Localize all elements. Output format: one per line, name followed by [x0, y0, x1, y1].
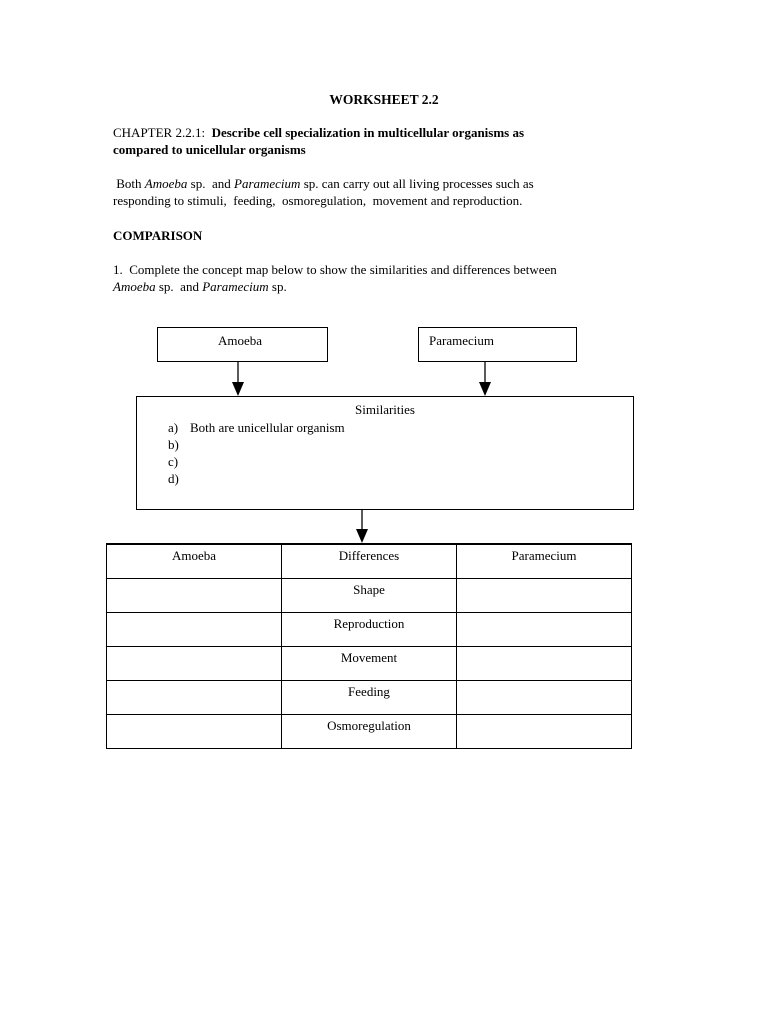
amoeba-box	[157, 327, 328, 362]
paramecium-box	[418, 327, 577, 362]
difference-cell	[282, 578, 457, 612]
cell-text	[457, 613, 631, 616]
paramecium-box-label: Paramecium	[429, 333, 494, 348]
header-paramecium: Paramecium	[511, 548, 577, 563]
difference-cell	[282, 680, 457, 714]
table-row	[107, 680, 632, 714]
amoeba-cell[interactable]	[107, 578, 282, 612]
question-text: sp. and	[155, 279, 203, 294]
cell-text: Reproduction	[333, 615, 405, 631]
cell-text: Movement	[340, 649, 398, 665]
intro-text: sp. can carry out all living processes such as	[300, 176, 534, 191]
table-row	[107, 578, 632, 612]
amoeba-cell[interactable]	[107, 680, 282, 714]
worksheet-title: WORKSHEET 2.2	[329, 92, 439, 107]
cell-text	[457, 647, 631, 650]
section-heading: COMPARISON	[113, 228, 203, 243]
table-header-row	[107, 544, 632, 578]
question-text: sp.	[268, 279, 287, 294]
intro-amoeba: Amoeba	[144, 176, 188, 191]
similarities-list	[168, 419, 345, 487]
paramecium-cell[interactable]	[457, 714, 632, 748]
item-marker: c)	[168, 454, 179, 469]
header-cell	[107, 544, 282, 578]
question-amoeba: Amoeba	[113, 279, 156, 294]
difference-cell	[282, 646, 457, 680]
intro-paramecium: Paramecium	[234, 176, 301, 191]
list-item	[168, 470, 345, 487]
intro-text: sp. and	[187, 176, 234, 191]
paramecium-cell[interactable]	[457, 680, 632, 714]
intro-text: Both	[113, 176, 145, 191]
header-amoeba: Amoeba	[171, 548, 217, 563]
list-item	[168, 453, 345, 470]
item-text: Both are unicellular organism	[190, 420, 345, 435]
cell-text	[107, 647, 281, 650]
header-differences: Differences	[338, 548, 400, 563]
header-cell	[282, 544, 457, 578]
arrow-similarities-to-differences	[356, 509, 368, 543]
cell-text	[107, 579, 281, 582]
cell-text	[457, 579, 631, 582]
cell-text	[107, 715, 281, 718]
amoeba-box-label: Amoeba	[218, 333, 263, 348]
amoeba-cell[interactable]	[107, 612, 282, 646]
chapter-topic-line2: compared to unicellular organisms	[113, 142, 306, 157]
similarities-title: Similarities	[355, 402, 415, 417]
similarities-box	[136, 396, 634, 510]
item-marker: d)	[168, 471, 179, 486]
difference-cell	[282, 714, 457, 748]
list-item	[168, 436, 345, 453]
question-paramecium: Paramecium	[202, 279, 269, 294]
cell-text	[457, 681, 631, 684]
differences-table	[106, 543, 632, 749]
item-marker: b)	[168, 437, 179, 452]
table-row	[107, 714, 632, 748]
question-text: 1. Complete the concept map below to show the similarities and differences between	[113, 262, 557, 277]
cell-text: Osmoregulation	[327, 717, 411, 733]
chapter-topic-line1: Describe cell specialization in multicellular organisms as	[211, 125, 525, 140]
paramecium-cell[interactable]	[457, 646, 632, 680]
cell-text	[457, 715, 631, 718]
difference-cell	[282, 612, 457, 646]
amoeba-cell[interactable]	[107, 714, 282, 748]
item-marker: a)	[168, 420, 179, 435]
intro-text-line2: responding to stimuli, feeding, osmoregulation, movement and reproduction.	[113, 193, 523, 208]
cell-text: Shape	[353, 581, 385, 597]
cell-text	[107, 681, 281, 684]
paramecium-cell[interactable]	[457, 612, 632, 646]
table-row	[107, 646, 632, 680]
cell-text: Feeding	[348, 683, 390, 699]
arrow-paramecium-to-similarities	[479, 362, 491, 396]
list-item	[168, 419, 345, 436]
amoeba-cell[interactable]	[107, 646, 282, 680]
table-row	[107, 612, 632, 646]
header-cell	[457, 544, 632, 578]
paramecium-cell[interactable]	[457, 578, 632, 612]
chapter-number: CHAPTER 2.2.1:	[113, 125, 206, 140]
arrow-amoeba-to-similarities	[232, 362, 244, 396]
cell-text	[107, 613, 281, 616]
